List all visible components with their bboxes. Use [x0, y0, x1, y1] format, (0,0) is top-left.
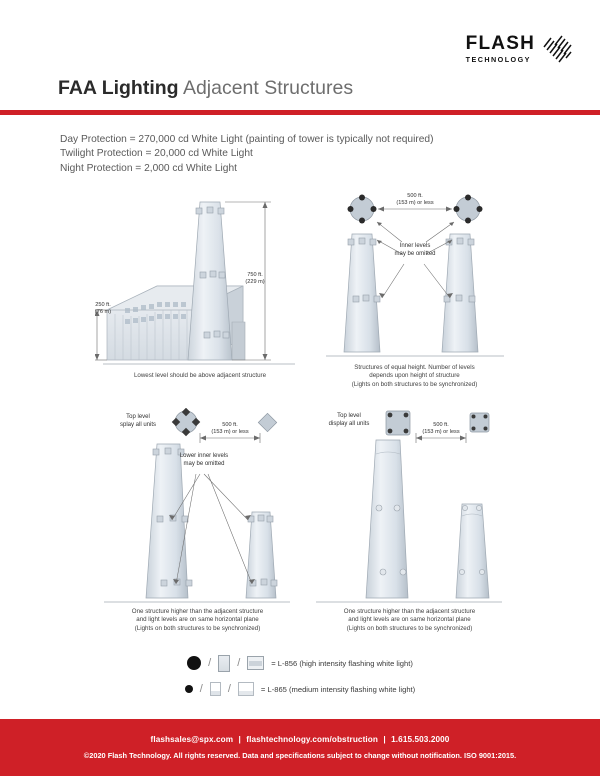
- tower-short: [456, 504, 489, 598]
- figure-2-caption-line2: depends upon height of structure: [369, 372, 460, 380]
- figure-unequal-height-display: [312, 408, 507, 633]
- top-level-display-note: [314, 412, 384, 428]
- span-distance-ft: 500 ft.: [407, 193, 423, 199]
- inner-levels-note-line1: Inner levels: [399, 243, 431, 249]
- leader-arrowheads: [377, 222, 454, 298]
- l856-fixture-front-icon: [247, 656, 264, 670]
- page-title: [58, 77, 353, 100]
- figure-2-caption-line1: Structures of equal height. Number of levels: [354, 364, 475, 371]
- legend-l865-text: = L-865 (medium intensity flashing white light): [260, 684, 416, 694]
- twilight-protection-line: Twilight Protection = 20,000 cd White Light: [60, 148, 253, 160]
- header-accent-rule: [0, 110, 600, 115]
- page-footer: [0, 719, 600, 776]
- page-title-bold: FAA Lighting: [58, 77, 179, 99]
- footer-phone[interactable]: 1.615.503.2000: [391, 735, 450, 744]
- lower-inner-levels-line1: Lower inner levels: [179, 453, 229, 459]
- legend: [0, 650, 600, 702]
- figure-4-caption-line1: One structure higher than the adjacent structure: [343, 608, 476, 615]
- figure-3-caption-line1: One structure higher than the adjacent structure: [131, 608, 264, 615]
- building-height-dimension: [95, 310, 107, 360]
- legend-l856-text: = L-856 (high intensity flashing white light): [271, 658, 413, 668]
- figure-3-drawing: [100, 408, 295, 608]
- span-distance-label: [198, 422, 262, 436]
- plan-view-left: [386, 411, 410, 435]
- figure-2-drawing: [322, 192, 507, 374]
- night-protection-line: Night Protection = 2,000 cd White Light: [60, 162, 237, 174]
- legend-separator-2: /: [237, 657, 241, 669]
- inner-levels-note: [370, 242, 460, 258]
- span-distance-ft: 500 ft.: [222, 422, 238, 428]
- figure-unequal-height-splay: [100, 408, 295, 633]
- flash-hatch-mark-icon: [542, 35, 572, 65]
- figure-2-caption-line3: (Lights on both structures to be synchronized): [351, 380, 478, 388]
- plan-view-left: [172, 408, 200, 436]
- tower-tall: [366, 440, 408, 598]
- tower-height-label: [230, 272, 280, 286]
- logo-wordmark: [466, 34, 535, 63]
- brand-logo: [466, 34, 572, 65]
- building-height-ft: 250 ft.: [95, 302, 111, 308]
- figure-4-caption: [312, 608, 507, 633]
- plan-view-left: [348, 195, 377, 224]
- top-level-splay-note: [106, 413, 170, 429]
- span-distance-m: (153 m) or less: [422, 429, 460, 436]
- span-distance-m: (153 m) or less: [211, 429, 249, 436]
- footer-copyright: ©2020 Flash Technology. All rights reserved. Data and specifications subject to change without notification. ISO 9001:2015.: [83, 751, 517, 760]
- figure-tower-adjacent-building: [95, 192, 305, 387]
- figure-4-caption-line3: (Lights on both structures to be synchronized): [346, 624, 473, 632]
- l865-fixture-front-icon: [238, 682, 254, 696]
- lower-inner-levels-line2: may be omitted: [183, 461, 225, 468]
- span-distance-label: [378, 193, 452, 207]
- leader-lines: [377, 222, 454, 298]
- footer-contact-line: [151, 735, 450, 744]
- l856-beacon-dot-icon: [187, 656, 201, 670]
- figure-3-caption: [100, 608, 295, 633]
- l865-beacon-dot-icon: [185, 685, 193, 693]
- footer-separator-1: |: [238, 735, 241, 744]
- legend-row-l856: [0, 650, 600, 676]
- day-protection-line: Day Protection = 270,000 cd White Light (painting of tower is typically not required): [60, 134, 434, 145]
- figure-4-drawing: [312, 408, 507, 608]
- span-distance-label: [412, 422, 470, 436]
- page-title-light: Adjacent Structures: [182, 77, 354, 99]
- figure-3-caption-line2: and light levels are on same horizontal plane: [136, 616, 259, 624]
- legend-separator-3: /: [199, 683, 203, 695]
- plan-view-right: [454, 195, 483, 224]
- logo-technology-text: TECHNOLOGY: [465, 55, 531, 64]
- building-height-m: (76 m): [94, 309, 112, 316]
- figure-4-caption-line2: and light levels are on same horizontal plane: [348, 616, 471, 624]
- tower-short: [246, 512, 277, 598]
- legend-separator-4: /: [227, 683, 231, 695]
- legend-row-l865: [0, 676, 600, 702]
- span-distance-ft: 500 ft.: [433, 422, 449, 428]
- inner-levels-note-line2: may be omitted: [394, 251, 436, 258]
- protection-levels-text: [60, 133, 433, 176]
- footer-email-link[interactable]: flashsales@spx.com: [150, 735, 234, 744]
- logo-flash-text: FLASH: [465, 33, 535, 54]
- top-level-display-line1: Top level: [337, 413, 361, 419]
- footer-website-link[interactable]: flashtechnology.com/obstruction: [246, 735, 378, 744]
- tower-height-m: (229 m): [245, 279, 265, 286]
- l865-fixture-side-icon: [210, 682, 221, 696]
- figure-2-caption: [322, 364, 507, 389]
- span-distance-m: (153 m) or less: [396, 200, 434, 207]
- figure-1-caption-line1: Lowest level should be above adjacent structure: [133, 372, 267, 379]
- legend-separator-1: /: [208, 657, 212, 669]
- top-level-splay-line1: Top level: [126, 414, 150, 420]
- top-level-display-line2: display all units: [328, 421, 370, 428]
- plan-view-right: [470, 413, 489, 432]
- building-height-label: [85, 302, 121, 316]
- figure-1-caption: [95, 372, 305, 380]
- top-level-splay-line2: splay all units: [119, 422, 157, 429]
- figure-equal-height-structures: [322, 192, 507, 397]
- l856-fixture-side-icon: [218, 655, 230, 672]
- figure-3-caption-line3: (Lights on both structures to be synchronized): [134, 624, 261, 632]
- footer-separator-2: |: [383, 735, 386, 744]
- tower-height-ft: 750 ft.: [247, 272, 263, 278]
- lower-inner-levels-note: [162, 452, 246, 468]
